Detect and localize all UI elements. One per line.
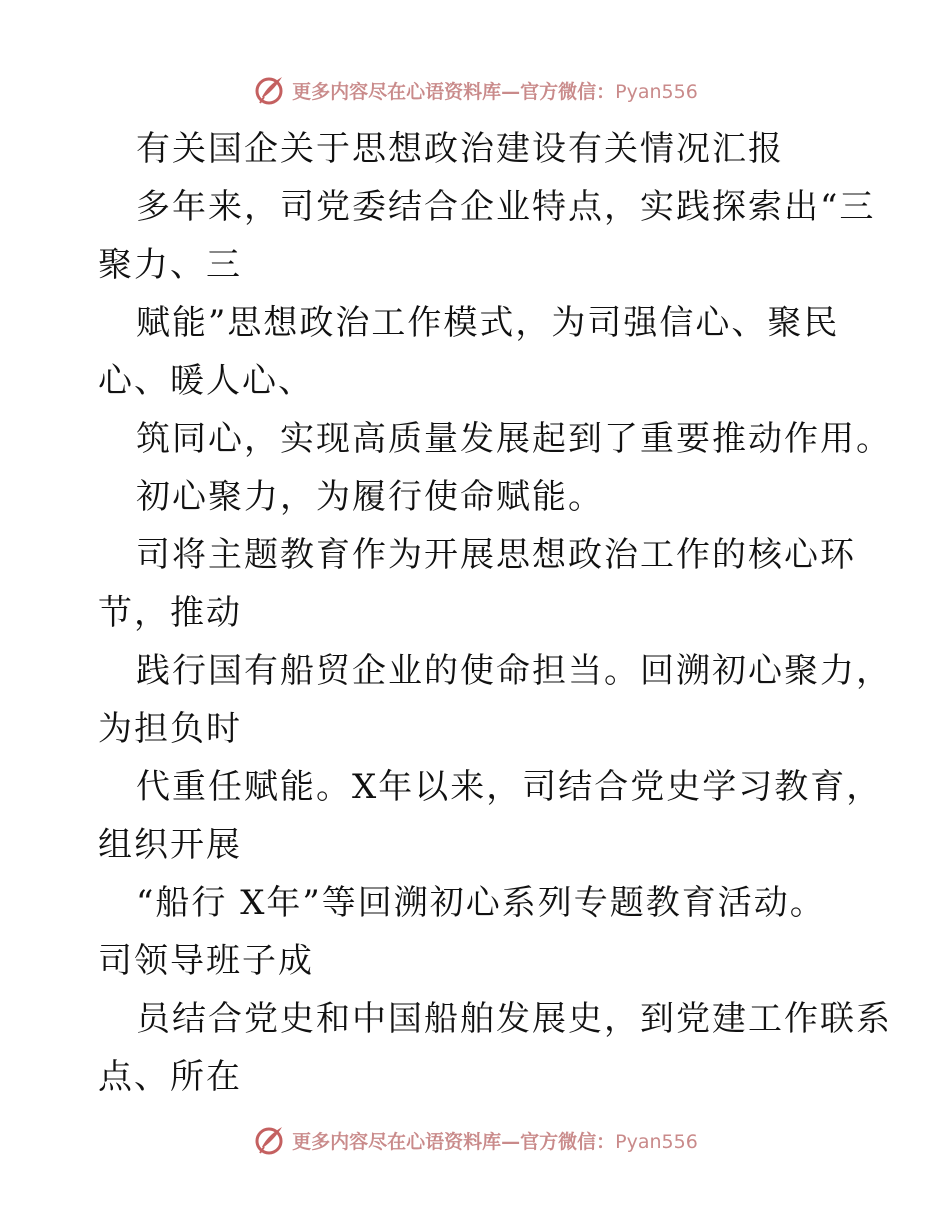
text-line: 司将主题教育作为开展思想政治工作的核心环 — [136, 535, 856, 575]
text-line: 员结合党史和中国船舶发展史，到党建工作联系 — [136, 999, 892, 1039]
document-title: 有关国企关于思想政治建设有关情况汇报 — [136, 129, 784, 169]
text-line: 为担负时 — [98, 709, 242, 749]
text-line: 节，推动 — [98, 593, 242, 633]
document-body — [98, 120, 892, 1106]
text-line: 代重任赋能。X年以来，司结合党史学习教育， — [136, 767, 883, 807]
quill-logo-icon — [252, 1123, 286, 1157]
text-line: 筑同心，实现高质量发展起到了重要推动作用。 — [136, 419, 892, 459]
footer-watermark — [0, 1120, 950, 1160]
text-line: 司领导班子成 — [98, 941, 314, 981]
header-watermark — [0, 70, 950, 110]
text-line: 心、暖人心、 — [98, 361, 314, 401]
text-line: 赋能”思想政治工作模式，为司强信心、聚民 — [136, 303, 840, 343]
watermark-text: 更多内容尽在心语资料库—官方微信：Pyan556 — [292, 80, 698, 103]
text-line: 组织开展 — [98, 825, 242, 865]
text-line: “船行 X年”等回溯初心系列专题教育活动。 — [136, 883, 826, 923]
text-line: 聚力、三 — [98, 245, 242, 285]
text-line: 多年来，司党委结合企业特点，实践探索出“三 — [136, 187, 876, 227]
watermark-text: 更多内容尽在心语资料库—官方微信：Pyan556 — [292, 1130, 698, 1153]
quill-logo-icon — [252, 73, 286, 107]
text-line: 初心聚力，为履行使命赋能。 — [136, 477, 604, 517]
text-line: 点、所在 — [98, 1057, 242, 1097]
text-line: 践行国有船贸企业的使命担当。回溯初心聚力， — [136, 651, 892, 691]
